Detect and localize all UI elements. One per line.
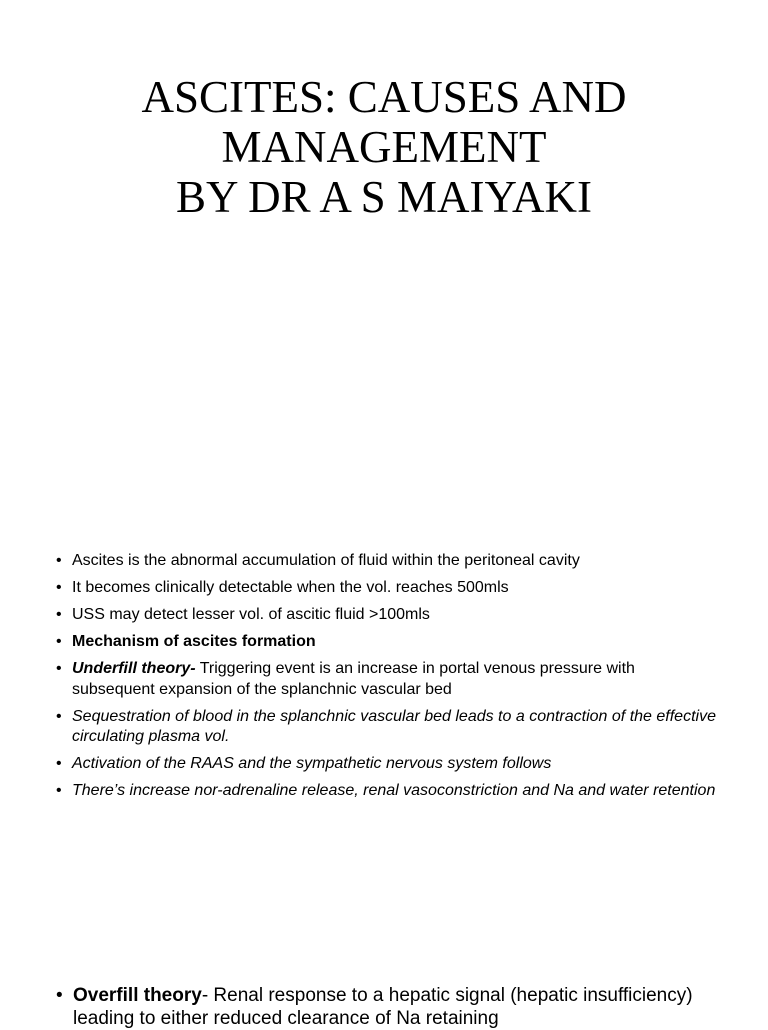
bullet-item <box>56 551 716 572</box>
bullet-text: Ascites is the abnormal accumulation of fluid within the peritoneal cavity <box>72 552 580 569</box>
bullet-text: - Renal response to a hepatic signal (hepatic insufficiency) leading to either reduced clearance of Na retaining <box>73 985 693 1029</box>
bullet-text: There’s increase nor-adrenaline release, renal vasoconstriction and Na and water retention <box>72 782 716 799</box>
bullet-item <box>56 754 716 775</box>
bullet-text: Sequestration of blood in the splanchnic vascular bed leads to a contraction of the effective circulating plasma vol. <box>72 707 716 745</box>
bullet-lead: Overfill theory <box>73 985 202 1006</box>
title-line: ASCITES: CAUSES AND <box>141 72 627 122</box>
bullet-text: Activation of the RAAS and the sympathetic nervous system follows <box>72 755 552 772</box>
bullet-list <box>56 984 716 1030</box>
bullet-item <box>56 707 716 748</box>
bullet-item <box>56 659 716 700</box>
bullet-item <box>56 578 716 599</box>
slide-title <box>60 72 708 222</box>
title-line: MANAGEMENT <box>221 122 547 172</box>
bullet-text: USS may detect lesser vol. of ascitic fluid >100mls <box>72 606 430 623</box>
bullet-list <box>56 551 716 808</box>
bullet-item <box>56 984 716 1030</box>
bullet-text: Triggering event is an increase in portal venous pressure with subsequent expansion of the splanchnic vascular bed <box>72 660 635 698</box>
bullet-item <box>56 632 716 653</box>
content-slide <box>0 980 768 1029</box>
content-slide <box>0 540 768 980</box>
title-line: BY DR A S MAIYAKI <box>176 172 592 222</box>
bullet-text: It becomes clinically detectable when the vol. reaches 500mls <box>72 579 509 596</box>
bullet-item <box>56 781 716 802</box>
bullet-item <box>56 605 716 626</box>
bullet-heading: Mechanism of ascites formation <box>72 633 316 650</box>
bullet-lead: Underfill theory- <box>72 660 196 677</box>
